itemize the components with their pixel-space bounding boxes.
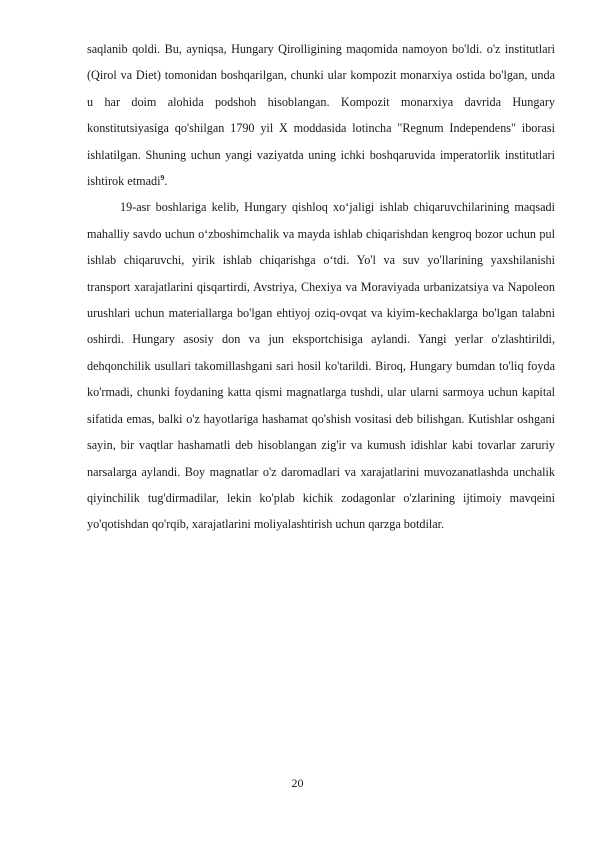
paragraph-1-end: . xyxy=(164,174,168,189)
footnote-reference[interactable]: 9 xyxy=(160,172,165,182)
body-text xyxy=(87,36,555,538)
paragraph-1-text: saqlanib qoldi. Bu, ayniqsa, Hungary Qirolligining maqomida namoyon bo'ldi. o'z institutlari (Qirol va Diet) tomonidan boshqarilgan, chunki ular kompozit monarxiya ostida bo'lgan, unda u har doim alohida podshoh hisoblangan. Kompozit monarxiya davrida Hungary konstitutsiyasiga qo'shilgan 1790 yil X moddasida lotincha "Regnum Independens" iborasi ishlatilgan. Shuning uchun yangi vaziyatda uning ichki boshqaruvida imperatorlik institutlari ishtirok etmadi xyxy=(87,42,555,189)
paragraph-1 xyxy=(87,36,555,194)
paragraph-2: 19-asr boshlariga kelib, Hungary qishloq xo‘jaligi ishlab chiqaruvchilarining maqsadi mahalliy savdo uchun o‘zboshimchalik va mayda ishlab chiqarishdan kengroq bozor uchun pul ishlab chiqaruvchi, yirik ishlab chiqarishga o‘tdi. Yo'l va suv yo'llarining yaxshilanishi transport xarajatlarini qisqartirdi, Avstriya, Chexiya va Moraviyada urbanizatsiya va Napoleon urushlari uchun materiallarga bo'lgan ehtiyoj oziq-ovqat va kiyim-kechaklarga bo'lgan talabni oshirdi. Hungary asosiy don va jun eksportchisiga aylandi. Yangi yerlar o'zlashtirildi, dehqonchilik usullari takomillashgani sari hosil ko'tarildi. Biroq, Hungary bumdan to'liq foyda ko'rmadi, chunki foydaning katta qismi magnatlarga tushdi, ular ularni sarmoya uchun kapital sifatida emas, balki o'z hayotlariga hashamat qo'shish vositasi deb bilishgan. Kutishlar oshgani sayin, bir vaqtlar hashamatli deb hisoblangan zig'ir va kumush idishlar kabi tovarlar zaruriy narsalarga aylandi. Boy magnatlar o'z daromadlari va xarajatlarini muvozanatlashda unchalik qiyinchilik tug'dirmadilar, lekin ko'plab kichik zodagonlar o'zlarining ijtimoiy mavqeini yo'qotishdan qo'rqib, xarajatlarini moliyalashtirish uchun qarzga botdilar. xyxy=(87,200,555,532)
page-number: 20 xyxy=(291,776,304,790)
